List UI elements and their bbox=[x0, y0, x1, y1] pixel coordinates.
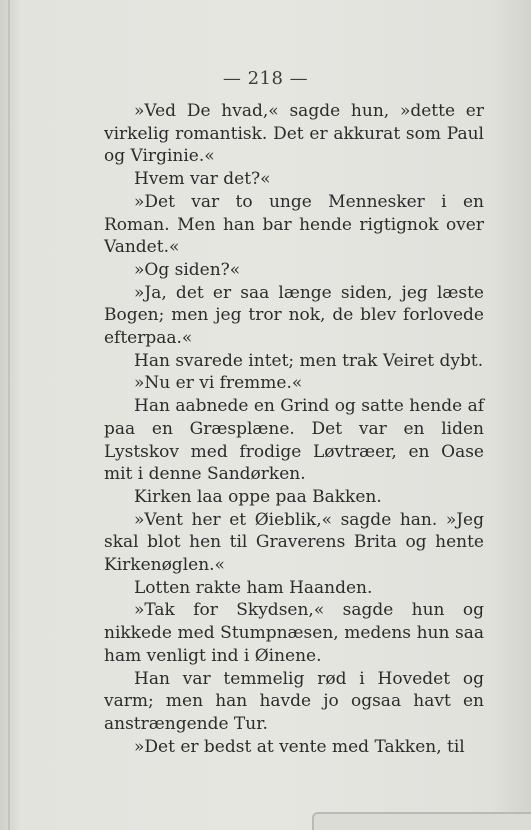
paragraph-6: Han svarede intet; men trak Veiret dybt. bbox=[134, 350, 484, 371]
paragraph-4: »Og siden?« bbox=[134, 259, 241, 280]
paragraph-1: »Ved De hvad,« sagde hun, »dette er virkelig romantisk. Det er akkurat som Paul og Virginie.« bbox=[104, 101, 484, 167]
paragraph-7: »Nu er vi fremme.« bbox=[134, 373, 303, 394]
paragraph-14: »Det er bedst at vente med Takken, til bbox=[134, 736, 465, 757]
paragraph-12: »Tak for Skydsen,« sagde hun og nikkede med Stumpnæsen, medens hun saa ham venligt ind i Øinene. bbox=[104, 600, 484, 666]
body-text bbox=[104, 100, 484, 758]
page-edge-tab bbox=[312, 812, 531, 830]
paragraph-11: Lotten rakte ham Haanden. bbox=[134, 577, 373, 598]
paragraph-3: »Det var to unge Mennesker i en Roman. Men han bar hende rigtignok over Vandet.« bbox=[104, 191, 484, 258]
paragraph-5: »Ja, det er saa længe siden, jeg læste Bogen; men jeg tror nok, de blev forlovede efterpaa.« bbox=[104, 282, 484, 349]
paragraph-8: Han aabnede en Grind og satte hende af paa en Græsplæne. Det var en liden Lystskov med frodige Løvtræer, en Oase mit i denne Sandørken. bbox=[104, 396, 484, 485]
paragraph-2: Hvem var det?« bbox=[134, 169, 271, 190]
paragraph-13: Han var temmelig rød i Hovedet og varm; men han havde jo ogsaa havt en anstrængende Tur. bbox=[104, 668, 484, 734]
paragraph-10: »Vent her et Øieblik,« sagde han. »Jeg skal blot hen til Graverens Brita og hente Kirkenøglen.« bbox=[104, 509, 484, 576]
page-number: — 218 — bbox=[222, 68, 309, 89]
paragraph-9: Kirken laa oppe paa Bakken. bbox=[134, 486, 382, 507]
